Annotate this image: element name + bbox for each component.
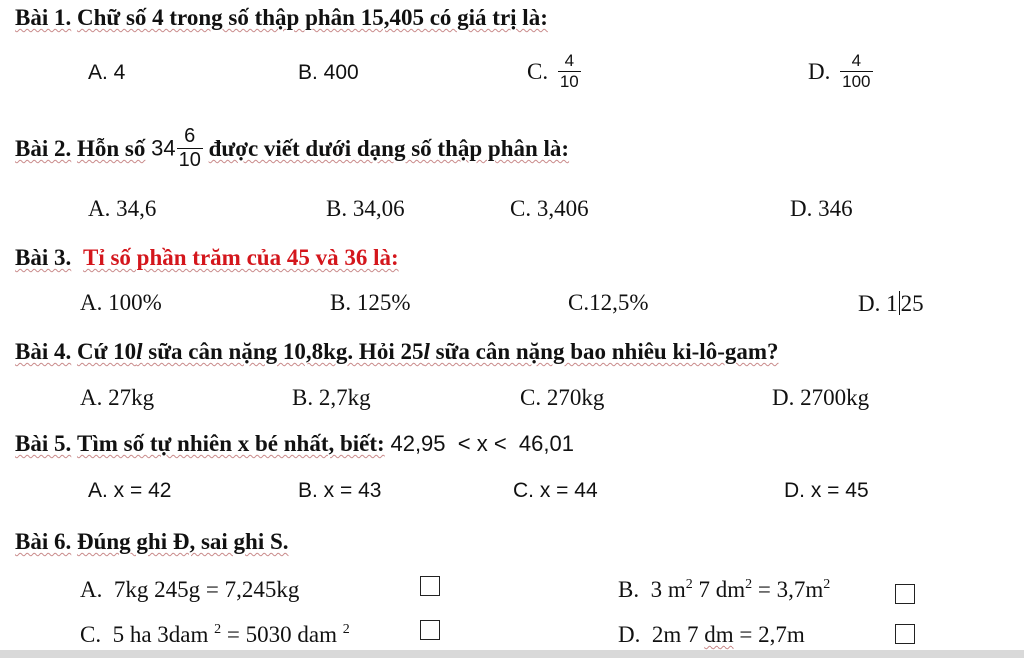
question-4-label: Bài 4. [15,339,72,364]
question-1-title [15,6,548,29]
q6-d-unit: dm [704,622,734,647]
q6-answer-box-b[interactable] [895,584,915,604]
q4-option-c[interactable]: C. 270kg [520,385,605,410]
question-2-text-after: được viết dưới dạng số thập phân là: [208,136,570,161]
q1-option-d-fraction [840,52,872,91]
q6-d-part-1: D. 2m 7 [618,622,705,647]
question-1-text: Chữ số 4 trong số thập phân 15,405 có giá trị là: [76,5,548,30]
text-cursor [899,291,900,315]
q6-c-sup-1: 2 [214,622,222,637]
q3-option-c[interactable]: C.12,5% [568,290,649,315]
question-5-label: Bài 5. [15,431,72,456]
q6-statement-c [80,623,350,646]
q1-option-a[interactable]: A. 4 [88,61,126,84]
question-6-title [15,530,289,553]
q1-option-d-prefix: D. [808,58,831,84]
mixed-number-numerator: 6 [184,125,196,147]
q4-option-a[interactable]: A. 27kg [80,385,155,410]
q6-statement-d [618,623,805,646]
mixed-number-denominator: 10 [178,149,201,171]
q6-answer-box-c[interactable] [420,620,440,640]
q1-d-numerator: 4 [851,51,862,70]
q1-c-denominator: 10 [559,71,579,91]
q1-option-c-prefix: C. [527,58,549,84]
q5-option-d[interactable]: D. x = 45 [784,479,869,502]
q6-d-part-2: = 2,7m [733,622,805,647]
q4-unit-liter-2: l [423,339,430,364]
q4-option-d[interactable]: D. 2700kg [772,385,870,410]
q2-option-c[interactable]: C. 3,406 [510,196,589,221]
q1-option-c[interactable] [527,52,581,91]
q1-option-d[interactable] [808,52,873,91]
q6-b-sup-3: 2 [823,577,831,592]
q6-c-sup-2: 2 [342,622,350,637]
question-3-text: Tỉ số phần trăm của 45 và 36 là: [82,245,399,270]
question-6-text: Đúng ghi Đ, sai ghi S. [76,529,289,554]
mixed-number-whole: 34 [151,135,176,161]
q6-c-part-1: C. 5 ha 3dam [80,622,215,647]
q1-c-numerator: 4 [564,51,575,70]
q3-option-b[interactable]: B. 125% [330,290,411,315]
q6-statement-b [618,578,830,601]
q1-d-denominator: 100 [842,71,871,91]
q5-option-b[interactable]: B. x = 43 [298,479,382,502]
q2-option-b[interactable]: B. 34,06 [326,196,405,221]
q2-option-a[interactable]: A. 34,6 [88,196,157,221]
q6-b-part-3: = 3,7m [752,577,824,602]
q4-option-b[interactable]: B. 2,7kg [292,385,371,410]
question-1-label: Bài 1. [15,5,72,30]
q6-c-part-2: = 5030 dam [221,622,343,647]
q5-option-a[interactable]: A. x = 42 [88,479,172,502]
question-5-title [15,432,574,455]
question-5-text: Tìm số tự nhiên x bé nhất, biết: [76,431,385,456]
q6-b-part-1: B. 3 m [618,577,686,602]
q1-option-c-fraction [558,52,581,91]
question-4-title [15,340,779,363]
bottom-scroll-edge [0,650,1024,658]
q4-unit-liter-1: l [136,339,143,364]
q6-statement-a: A. 7kg 245g = 7,245kg [80,577,300,602]
q1-option-b[interactable]: B. 400 [298,61,359,84]
q3-option-d-text-before: D. 1 [858,291,898,316]
q4-text-part-1: Cứ 10 [76,339,137,364]
q2-option-d[interactable]: D. 346 [790,196,853,221]
q6-answer-box-d[interactable] [895,624,915,644]
q5-option-c[interactable]: C. x = 44 [513,479,598,502]
q6-b-sup-1: 2 [685,577,693,592]
q3-option-a[interactable]: A. 100% [80,290,162,315]
question-4-text [77,339,779,364]
question-2-title [15,126,569,171]
mixed-number-fraction [177,126,203,171]
q3-option-d-text-after: 25 [900,291,924,316]
q3-option-d[interactable] [858,291,924,315]
question-3-title [15,246,399,269]
q6-b-sup-2: 2 [745,577,753,592]
q4-text-part-3: sữa cân nặng bao nhiêu ki-lô-gam? [429,339,779,364]
q5-inequality: 42,95 < x < 46,01 [390,431,574,456]
question-2-text-before: Hỗn số [76,136,146,161]
q4-text-part-2: sữa cân nặng 10,8kg. Hỏi 25 [142,339,424,364]
q6-b-part-2: 7 dm [692,577,746,602]
q6-answer-box-a[interactable] [420,576,440,596]
question-3-label: Bài 3. [15,245,72,270]
question-2-label: Bài 2. [15,136,72,161]
question-6-label: Bài 6. [15,529,72,554]
